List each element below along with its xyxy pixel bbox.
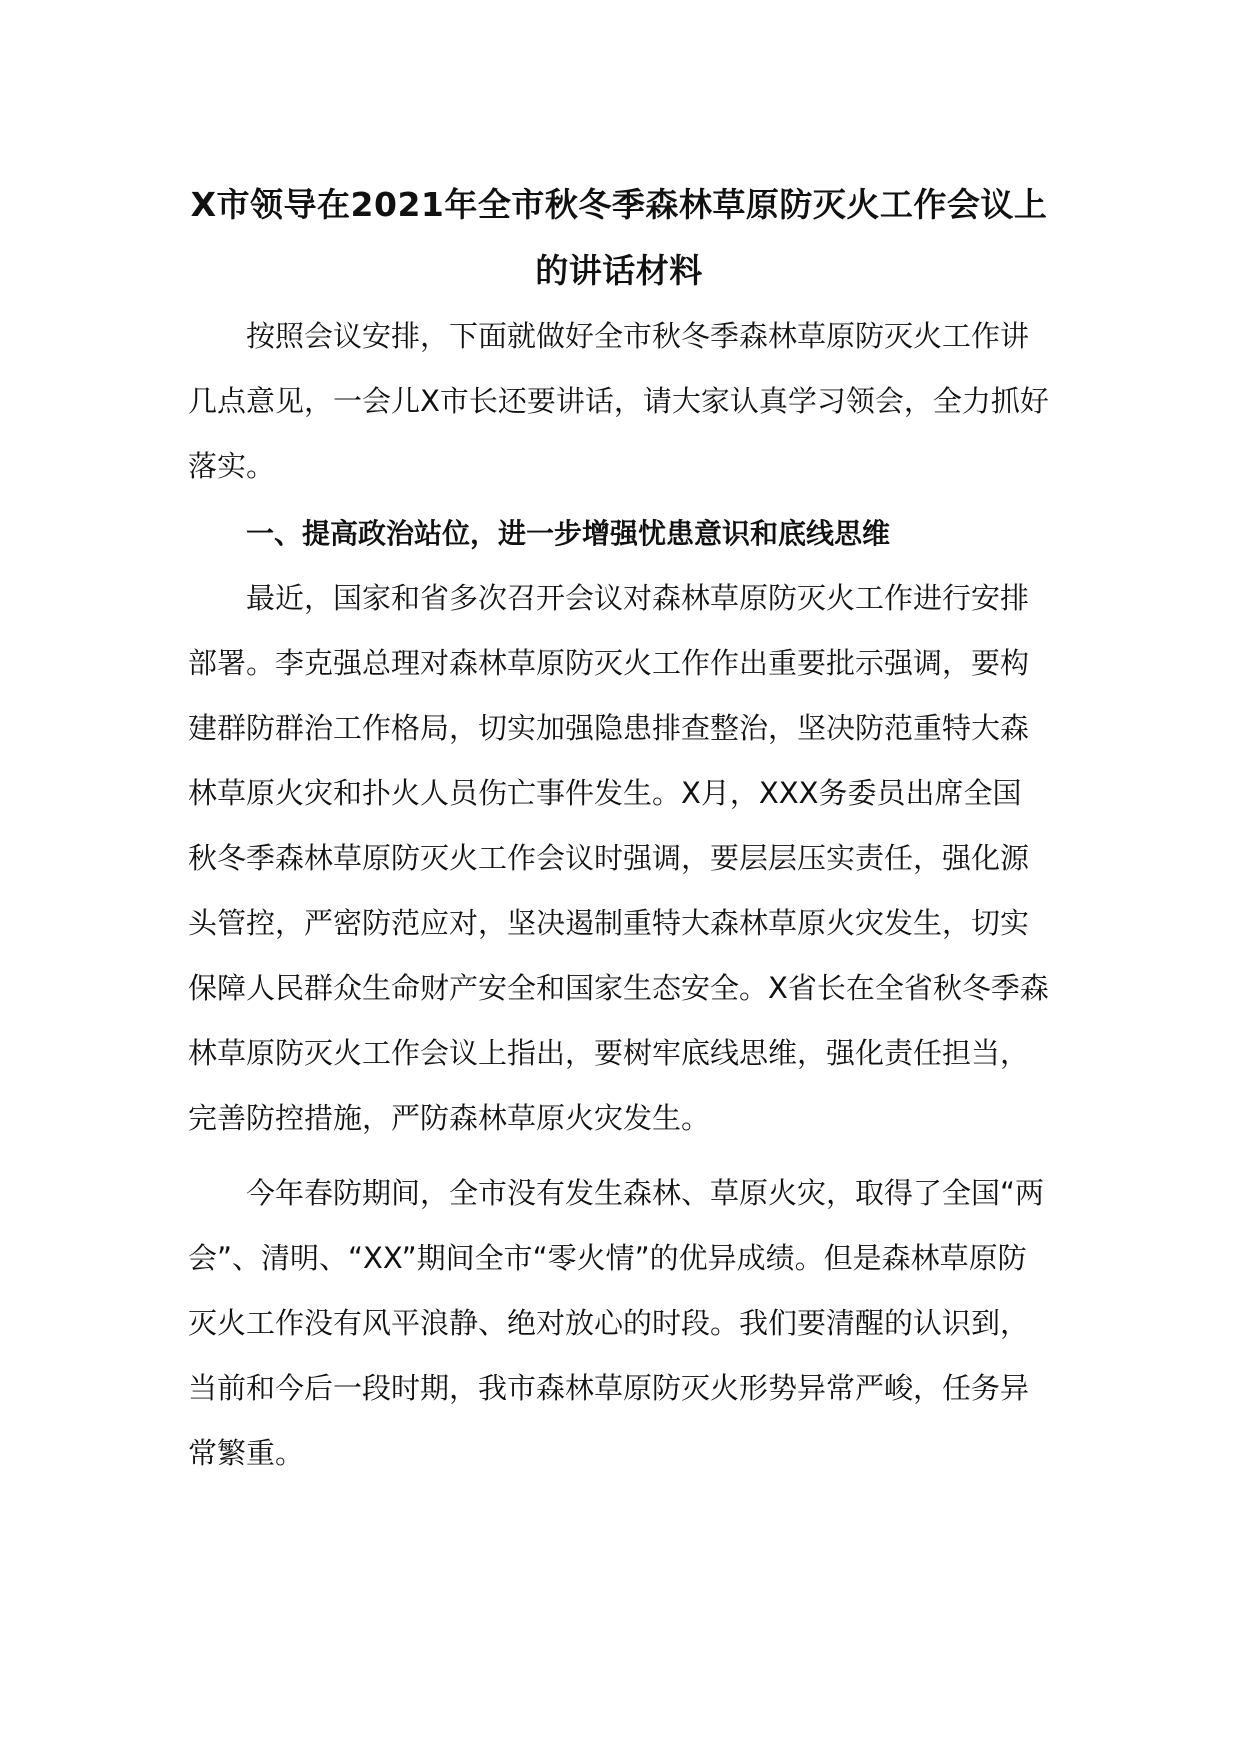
document-body xyxy=(188,172,1050,1486)
document-title: X市领导在2021年全市秋冬季森林草原防灭火工作会议上的讲话材料 xyxy=(190,185,1048,290)
intro-paragraph: 按照会议安排，下面就做好全市秋冬季森林草原防灭火工作讲几点意见，一会儿X市长还要讲话，请大家认真学习领会，全力抓好落实。 xyxy=(188,319,1049,483)
section-paragraph-1: 最近，国家和省多次召开会议对森林草原防灭火工作进行安排部署。李克强总理对森林草原防灭火工作作出重要批示强调，要构建群防群治工作格局，切实加强隐患排查整治，坚决防范重特大森林草原火灾和扑火人员伤亡事件发生。X月，XXX务委员出席全国秋冬季森林草原防灭火工作会议时强调，要层层压实责任，强化源头管控，严密防范应对，坚决遏制重特大森林草原火灾发生，切实保障人民群众生命财产安全和国家生态安全。X省长在全省秋冬季森林草原防灭火工作会议上指出，要树牢底线思维，强化责任担当，完善防控措施，严防森林草原火灾发生。 xyxy=(188,581,1049,1135)
section-heading: 一、提高政治站位，进一步增强忧患意识和底线思维 xyxy=(246,517,891,550)
section-paragraph-2: 今年春防期间，全市没有发生森林、草原火灾，取得了全国“两会”、清明、“XX”期间全市“零火情”的优异成绩。但是森林草原防灭火工作没有风平浪静、绝对放心的时段。我们要清醒的认识到，当前和今后一段时期，我市森林草原防灭火形势异常严峻，任务异常繁重。 xyxy=(188,1176,1045,1470)
